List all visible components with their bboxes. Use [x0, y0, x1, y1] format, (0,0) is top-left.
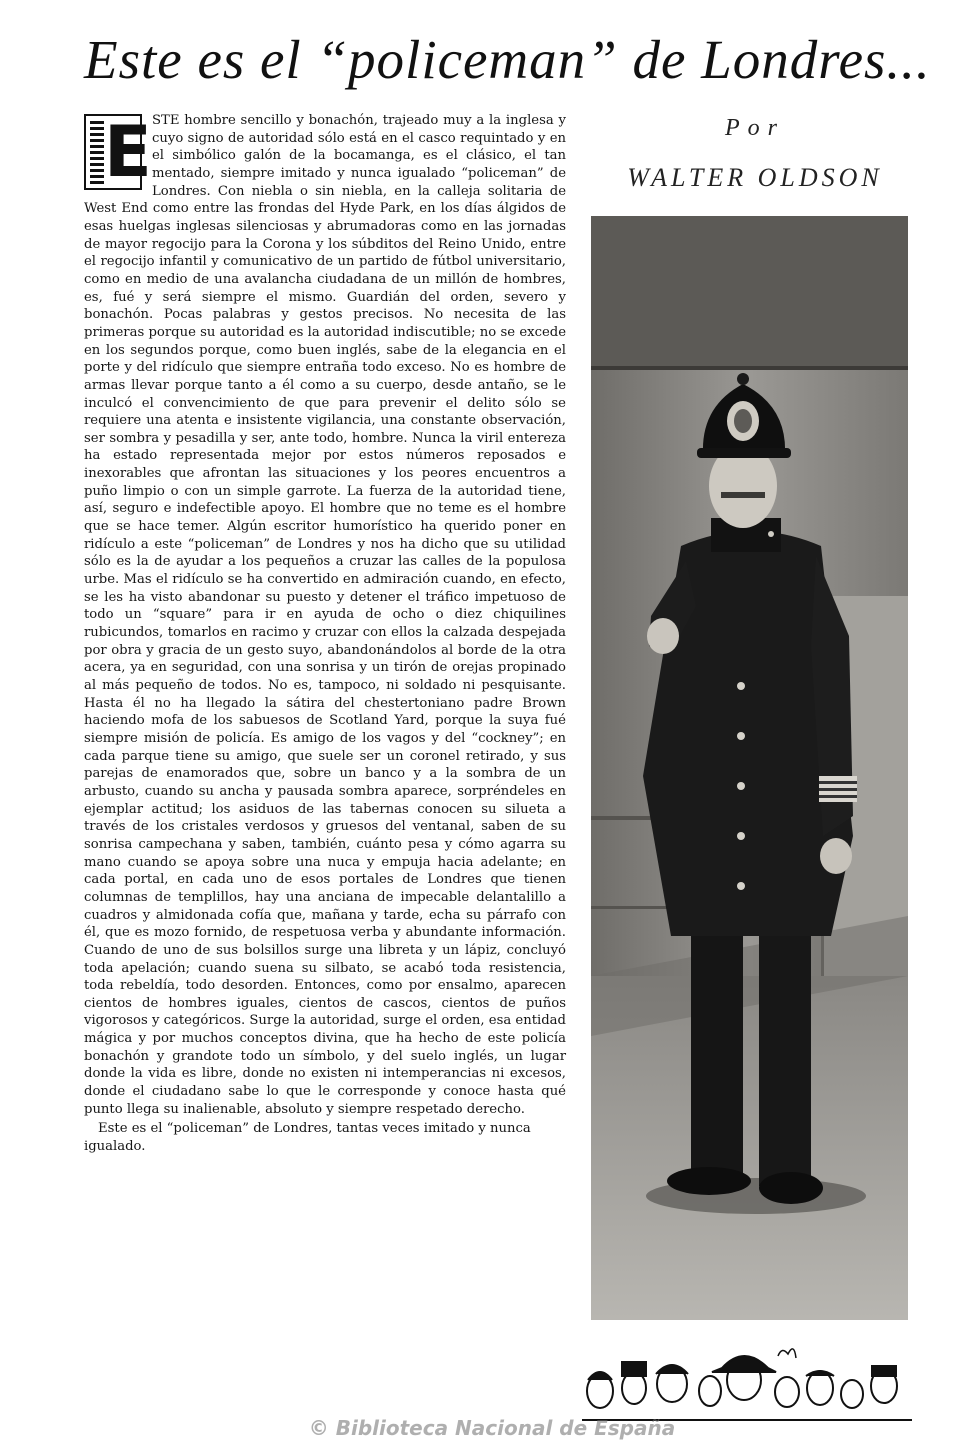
policeman-photo-illustration [591, 216, 908, 1320]
dropcap-initial [84, 111, 152, 193]
dropcap-letter: E [104, 111, 152, 193]
article-closing-paragraph: Este es el “policeman” de Londres, tantas veces imitado y nunca igualado. [84, 1121, 531, 1155]
byline-por: Por [725, 115, 785, 141]
dropcap-ornament [90, 120, 104, 184]
article-paragraph: STE hombre sencillo y bonachón, trajeado muy a la inglesa y cuyo signo de autoridad sólo está en el casco requintado y en el simbólico galón de la bocamanga, es el clásico, el tan mentado, siempre imitado y nunca igualado “policeman” de Londres. Con niebla o sin niebla, en la calleja solitaria de West End como entre las frondas del Hyde Park, en los días álgidos de esas huelgas inglesas silenciosas y abrumadoras como en las jornadas de mayor regocijo para la Corona y los súbditos del Reino Unido, entre el regocijo infantil y comunicativo de un partido de fútbol universitario, como en medio de una avalancha ciudadana de un millón de hombres, es, fué y será siempre el mismo. Guardián del orden, severo y bonachón. Pocas palabras y gestos precisos. No necesita de las primeras porque su autoridad es la autoridad indiscutible; no se excede en los segundos porque, como buen inglés, sabe de la elegancia en el porte y del ridículo que siempre entraña todo exceso. No es hombre de armas llevar porque tanto a él como a su cuerpo, desde antaño, se le inculcó el convencimiento de que para prevenir el delito sólo se requiere una atenta e insistente vigilancia, una constante observación, ser sombra y pesadilla y ser, ante todo, hombre. Nunca la viril entereza ha estado representada mejor por estos números reposados e inexorables que afrontan las situaciones y los peores encuentros a puño limpio o con un simple garrote. La fuerza de la autoridad tiene, así, seguro e indefectible apoyo. El hombre que no teme es el hombre que se hace temer. Algún escritor humorístico ha querido poner en ridículo a este “policeman” de Londres y nos ha dicho que su utilidad sólo es la de ayudar a los pequeños a cruzar las calles de la populosa urbe. Mas el ridículo se ha convertido en admiración cuando, en efecto, se les ha visto abandonar su puesto y detener el tráfico impetuoso de todo un “square” para ir en ayuda de ocho o diez chiquilines rubicundos, tomarlos en racimo y cruzar con ellos la calzada despejada por obra y gracia de un gesto suyo, abandonándolos al borde de la otra acera, ya en seguridad, con una sonrisa y un tirón de orejas propinado al más pequeño de todos. No es, tampoco, ni soldado ni pesquisante. Hasta él no ha llegado la sátira del chestertoniano padre Brown haciendo mofa de los sabuesos de Scotland Yard, porque la suya fué siempre misión de policía. Es amigo de los vagos y del “cockney”; en cada parque tiene su amigo, que suele ser un coronel retirado, y sus parejas de enamorados que, sobre un banco y a la sombra de un arbusto, cuando su ancha y pausada sombra aparece, sorpréndeles en ejemplar actitud; los asiduos de las tabernas conocen su silueta a través de los cristales verdosos y gruesos del ventanal, saben de su sonrisa campechana y saben, también, cuánto pesa y cómo agarra su mano cuando se apoya sobre una nuca y empuja hacia adelante; en cada portal, en cada uno de esos portales de Londres que tienen columnas de templillos, hay una anciana de impecable delantalillo a cuadros y almidonada cofía que, mañana y tarde, echa su párrafo con él, que es mozo fornido, de respetuosa verba y abundante información. Cuando de uno de sus bolsillos surge una libreta y un lápiz, concluyó toda apelación; cuando suena su silbato, se acabó toda resistencia, toda rebeldía, todo desorden. Entonces, como por ensalmo, aparecen cientos de hombres iguales, cientos de cascos, cientos de puños vigorosos y categóricos. Surge la autoridad, surge el orden, esa entidad mágica y por muchos conceptos divina, que ha hecho de este policía bonachón y grandote todo un símbolo, y del suelo inglés, un lugar donde la vida es libre, donde no existen ni intemperancias ni excesos, donde el ciudadano sabe lo que le corresponde y conoce hasta qué punto llega su inalienable, absoluto y siempre respetado derecho. [84, 113, 566, 1117]
byline-author: WALTER OLDSON [627, 163, 883, 192]
library-watermark: © Biblioteca Nacional de España [308, 1416, 676, 1440]
article-title: Este es el “policeman” de Londres... [84, 29, 931, 90]
caricature-crowd-illustration [582, 1336, 912, 1422]
crowd-cartoon-drawing [582, 1336, 912, 1422]
policeman-photo [591, 216, 908, 1320]
article-body [84, 112, 566, 1156]
